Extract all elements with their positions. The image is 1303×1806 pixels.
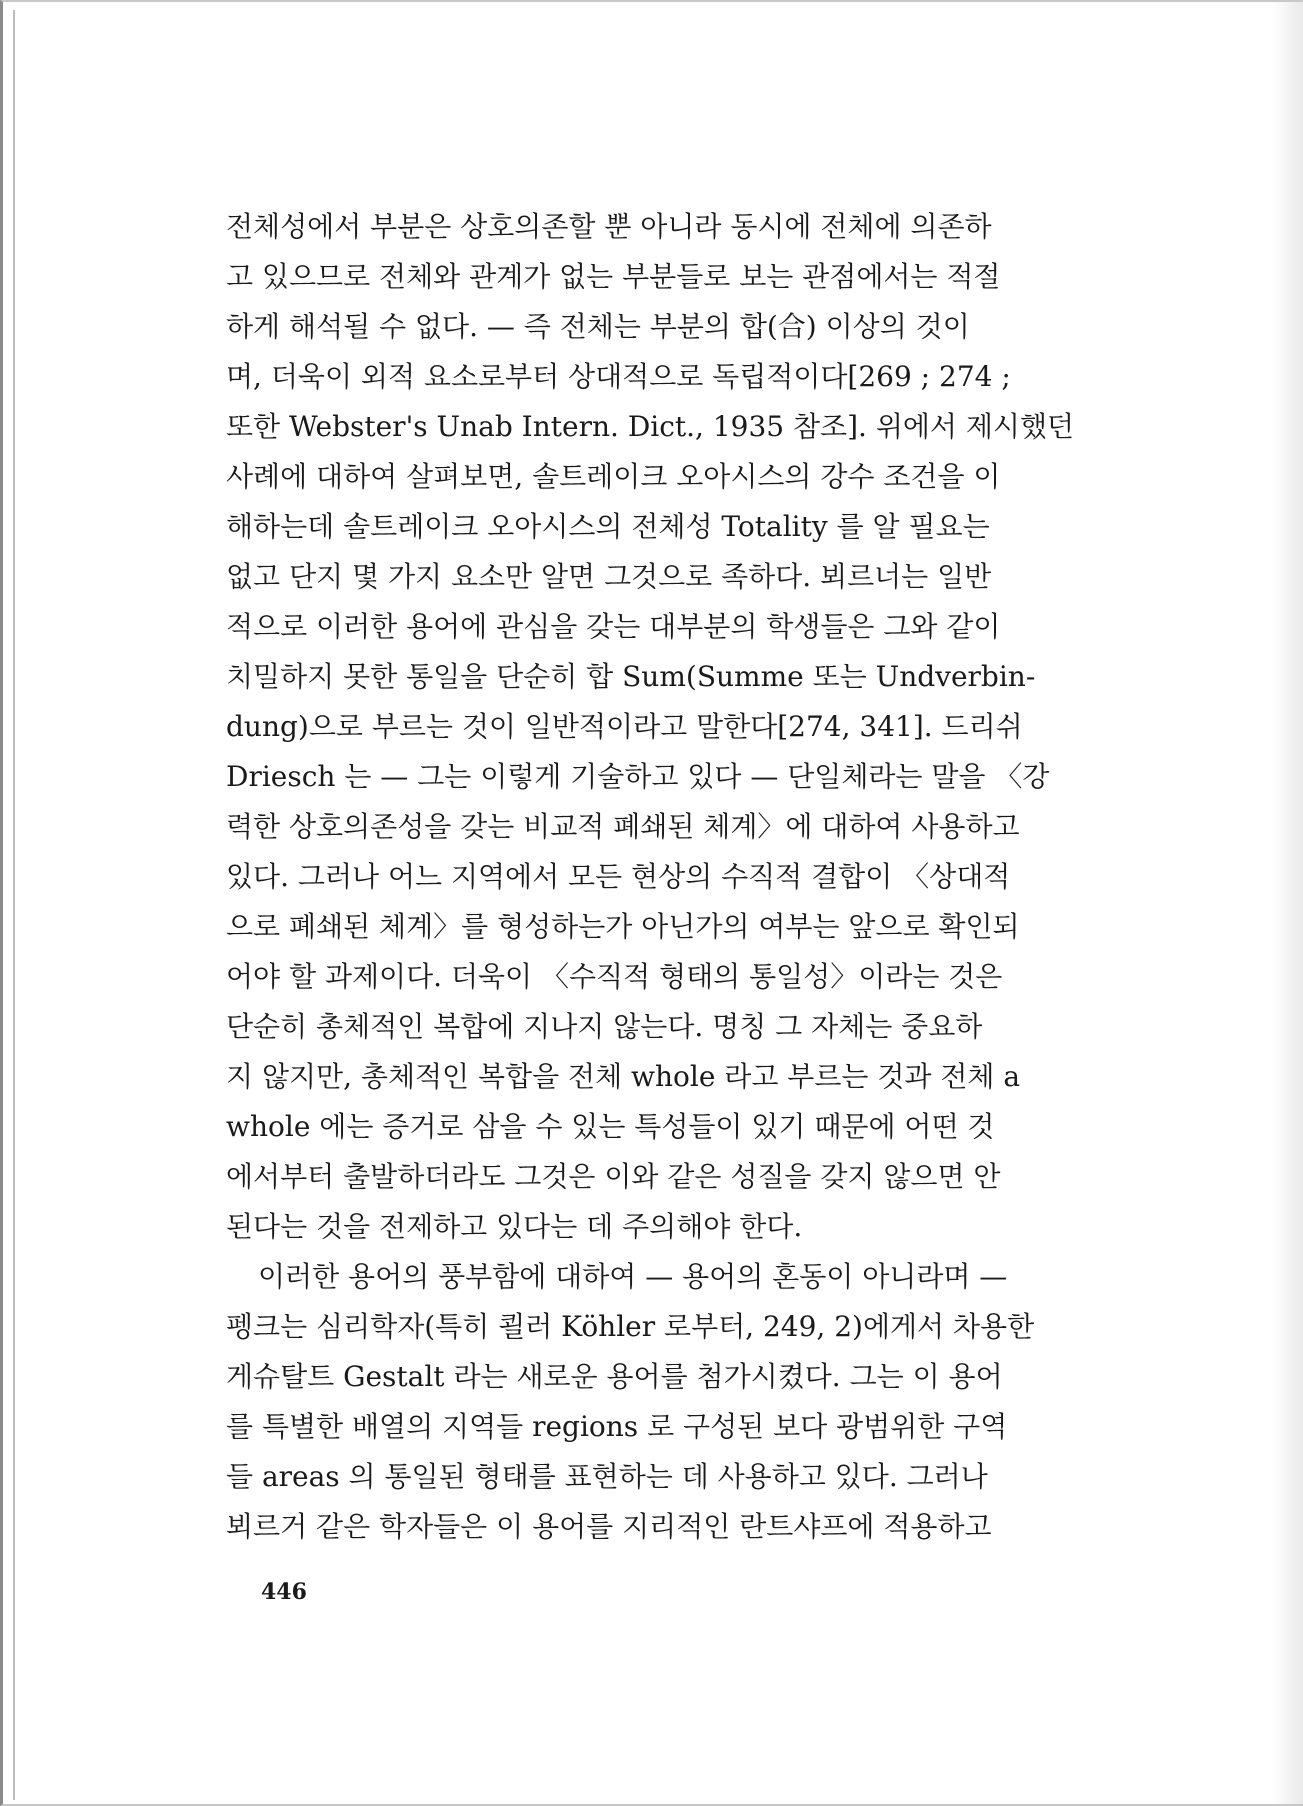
text-line: 으로 폐쇄된 체계〉를 형성하는가 아닌가의 여부는 앞으로 확인되 bbox=[226, 910, 1020, 943]
text-line: 어야 할 과제이다. 더욱이 〈수직적 형태의 통일성〉이라는 것은 bbox=[226, 960, 1003, 993]
text-line: 적으로 이러한 용어에 관심을 갖는 대부분의 학생들은 그와 같이 bbox=[226, 610, 1001, 643]
body-text bbox=[226, 202, 1156, 1552]
page-edge-rule bbox=[13, 10, 15, 1800]
text-line: dung)으로 부르는 것이 일반적이라고 말한다[274, 341]. 드리쉬 bbox=[226, 710, 1023, 743]
text-line: 치밀하지 못한 통일을 단순히 합 Sum(Summe 또는 Undverbin- bbox=[226, 660, 1036, 693]
text-line: 며, 더욱이 외적 요소로부터 상대적으로 독립적이다[269 ; 274 ; bbox=[226, 360, 1011, 393]
text-line: Driesch 는 — 그는 이렇게 기술하고 있다 — 단일체라는 말을 〈강 bbox=[226, 760, 1050, 793]
text-line: 하게 해석될 수 없다. — 즉 전체는 부분의 합(合) 이상의 것이 bbox=[226, 310, 970, 343]
text-line: whole 에는 증거로 삼을 수 있는 특성들이 있기 때문에 어떤 것 bbox=[226, 1110, 995, 1143]
text-line: 된다는 것을 전제하고 있다는 데 주의해야 한다. bbox=[226, 1210, 803, 1243]
text-line: 에서부터 출발하더라도 그것은 이와 같은 성질을 갖지 않으면 안 bbox=[226, 1160, 1001, 1193]
text-line: 단순히 총체적인 복합에 지나지 않는다. 명칭 그 자체는 중요하 bbox=[226, 1010, 983, 1043]
text-line: 있다. 그러나 어느 지역에서 모든 현상의 수직적 결합이 〈상대적 bbox=[226, 860, 1011, 893]
text-line: 지 않지만, 총체적인 복합을 전체 whole 라고 부르는 것과 전체 a bbox=[226, 1060, 1021, 1093]
page-shadow bbox=[1273, 2, 1303, 1804]
text-line: 전체성에서 부분은 상호의존할 뿐 아니라 동시에 전체에 의존하 bbox=[226, 210, 992, 243]
text-line: 펭크는 심리학자(특히 쾰러 Köhler 로부터, 249, 2)에게서 차용한 bbox=[226, 1310, 1035, 1343]
text-line: 를 특별한 배열의 지역들 regions 로 구성된 보다 광범위한 구역 bbox=[226, 1410, 1008, 1443]
page-number: 446 bbox=[261, 1579, 307, 1605]
text-line: 뵈르거 같은 학자들은 이 용어를 지리적인 란트샤프에 적용하고 bbox=[226, 1510, 992, 1543]
text-line: 력한 상호의존성을 갖는 비교적 폐쇄된 체계〉에 대하여 사용하고 bbox=[226, 810, 1020, 843]
text-line: 고 있으므로 전체와 관계가 없는 부분들로 보는 관점에서는 적절 bbox=[226, 260, 1001, 293]
text-line: 없고 단지 몇 가지 요소만 알면 그것으로 족하다. 뵈르너는 일반 bbox=[226, 560, 992, 593]
text-line: 또한 Webster's Unab Intern. Dict., 1935 참조]. 위에서 제시했던 bbox=[226, 410, 1075, 443]
paragraph-2 bbox=[226, 1252, 1156, 1552]
text-line: 들 areas 의 통일된 형태를 표현하는 데 사용하고 있다. 그러나 bbox=[226, 1460, 988, 1493]
text-line: 게슈탈트 Gestalt 라는 새로운 용어를 첨가시켰다. 그는 이 용어 bbox=[226, 1360, 1003, 1393]
text-line: 이러한 용어의 풍부함에 대하여 — 용어의 혼동이 아니라며 — bbox=[258, 1260, 1008, 1293]
text-line: 해하는데 솔트레이크 오아시스의 전체성 Totality 를 알 필요는 bbox=[226, 510, 990, 543]
paragraph-1 bbox=[226, 202, 1156, 1252]
text-line: 사례에 대하여 살펴보면, 솔트레이크 오아시스의 강수 조건을 이 bbox=[226, 460, 1001, 493]
